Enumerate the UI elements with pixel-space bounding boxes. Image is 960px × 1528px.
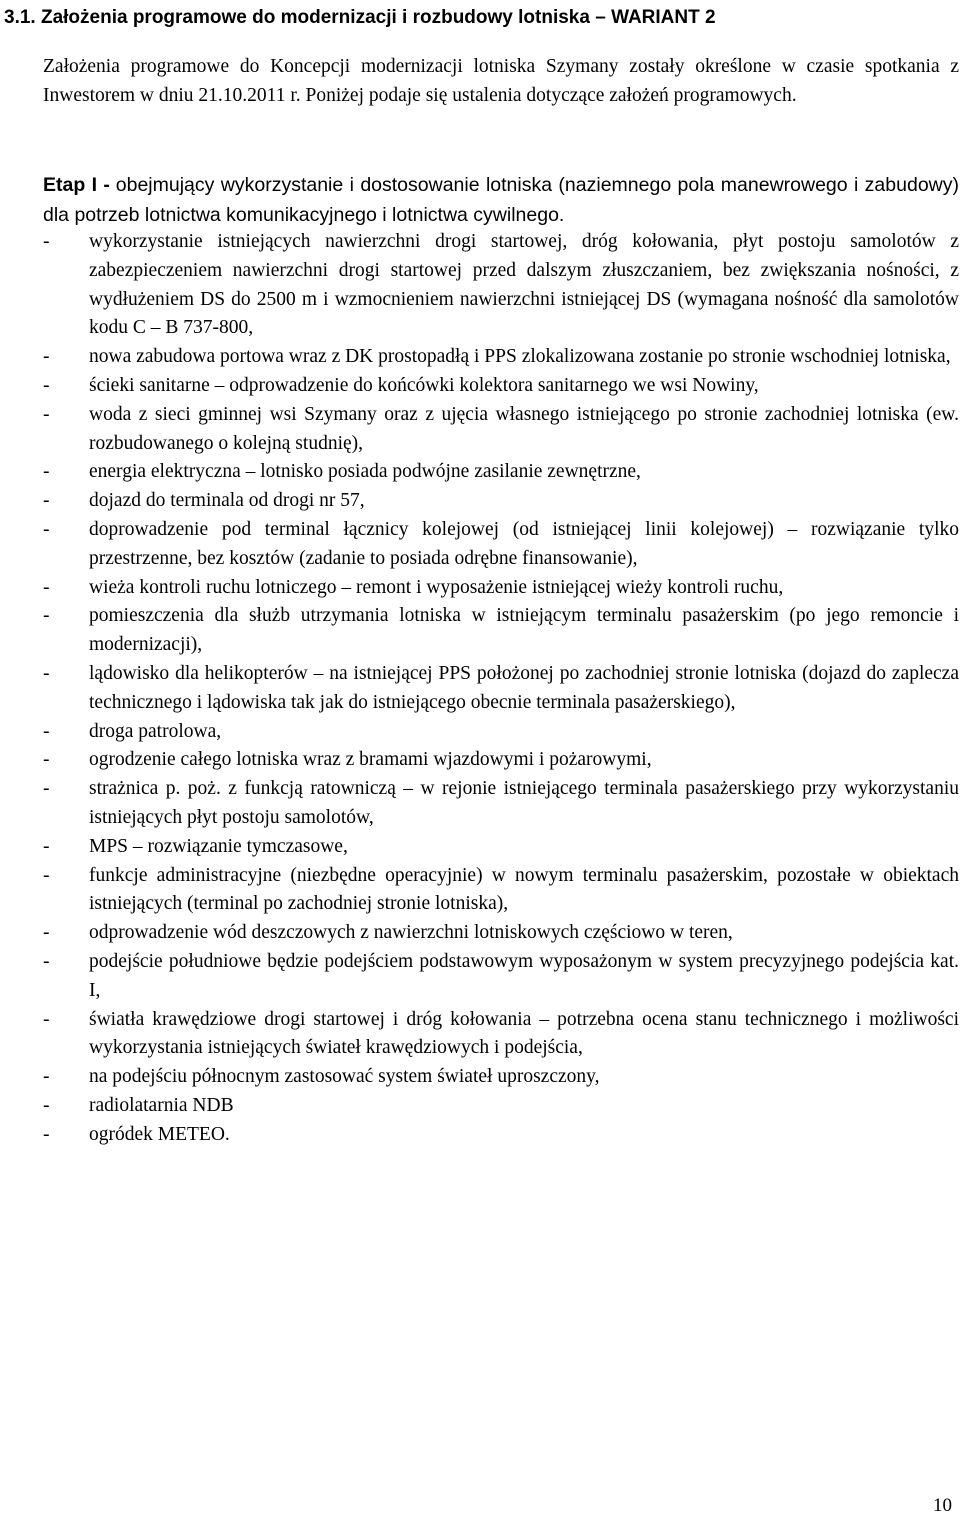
list-item bbox=[43, 1063, 959, 1092]
list-item bbox=[43, 948, 959, 1006]
requirements-list bbox=[43, 228, 959, 1150]
list-item bbox=[43, 574, 959, 603]
list-bullet: - bbox=[43, 518, 50, 540]
list-item bbox=[43, 343, 959, 372]
list-item-text: MPS – rozwiązanie tymczasowe, bbox=[89, 835, 348, 857]
list-bullet: - bbox=[43, 778, 50, 800]
etap-label: Etap I - bbox=[43, 174, 110, 196]
list-item-text: pomieszczenia dla służb utrzymania lotniska w istniejącym terminalu pasażerskim (po jego remoncie i modernizacji), bbox=[89, 605, 959, 656]
list-bullet: - bbox=[43, 490, 50, 512]
list-bullet: - bbox=[43, 835, 50, 857]
list-item bbox=[43, 660, 959, 718]
list-item-text: funkcje administracyjne (niezbędne operacyjnie) w nowym terminalu pasażerskim, pozostałe w obiektach istniejących (terminal po zachodniej stronie lotniska), bbox=[89, 864, 959, 915]
list-item bbox=[43, 862, 959, 920]
list-item-text: doprowadzenie pod terminal łącznicy kolejowej (od istniejącej linii kolejowej) – rozwiązanie tylko przestrzenne, bez kosztów (zadanie to posiada odrębne finansowanie), bbox=[89, 518, 959, 569]
list-item-text: dojazd do terminala od drogi nr 57, bbox=[89, 490, 365, 512]
list-item bbox=[43, 372, 959, 401]
list-bullet: - bbox=[43, 374, 50, 396]
list-item bbox=[43, 516, 959, 574]
list-item-text: ogródek METEO. bbox=[89, 1123, 230, 1145]
list-bullet: - bbox=[43, 231, 50, 252]
list-item bbox=[43, 718, 959, 747]
list-item-text: droga patrolowa, bbox=[89, 720, 222, 742]
intro-paragraph: Założenia programowe do Koncepcji modernizacji lotniska Szymany zostały określone w czasie spotkania z Inwestorem w dniu 21.10.2011 r. Poniżej podaje się ustalenia dotyczące założeń programowych. bbox=[43, 56, 959, 106]
list-item-text: radiolatarnia NDB bbox=[89, 1094, 234, 1116]
list-item bbox=[43, 1121, 959, 1150]
list-item-text: ścieki sanitarne – odprowadzenie do końcówki kolektora sanitarnego we wsi Nowiny, bbox=[89, 374, 759, 396]
list-item bbox=[43, 602, 959, 660]
page-number: 10 bbox=[933, 1495, 952, 1516]
list-bullet: - bbox=[43, 950, 50, 972]
list-bullet: - bbox=[43, 1008, 50, 1030]
list-item-text: wykorzystanie istniejących nawierzchni drogi startowej, dróg kołowania, płyt postoju samolotów z zabezpieczeniem nawierzchni drogi startowej przed dalszym złuszczaniem, bez zwiększania nośności, z wydłużeniem DS do 2500 m i wzmocnieniem nawierzchni istniejącej DS (wymagana nośność dla samolotów kodu C – B 737-800, bbox=[89, 231, 959, 339]
list-bullet: - bbox=[43, 1094, 50, 1116]
list-bullet: - bbox=[43, 922, 50, 944]
etap-text: obejmujący wykorzystanie i dostosowanie lotniska (naziemnego pola manewrowego i zabudowy) dla potrzeb lotnictwa komunikacyjnego i lotnictwa cywilnego. bbox=[43, 174, 959, 226]
list-bullet: - bbox=[43, 749, 50, 771]
list-bullet: - bbox=[43, 662, 50, 684]
list-item-text: strażnica p. poż. z funkcją ratowniczą – w rejonie istniejącego terminala pasażerskiego przy wykorzystaniu istniejących płyt postoju samolotów, bbox=[89, 778, 959, 828]
list-item-text: nowa zabudowa portowa wraz z DK prostopadłą i PPS zlokalizowana zostanie po stronie wschodniej lotniska, bbox=[89, 346, 951, 368]
list-bullet: - bbox=[43, 720, 50, 742]
list-item bbox=[43, 1006, 959, 1064]
list-item-text: lądowisko dla helikopterów – na istniejącej PPS położonej po zachodniej stronie lotniska (dojazd do zaplecza technicznego i lądowiska tak jak do istniejącego obecnie terminala pasażerskiego), bbox=[89, 662, 959, 713]
list-bullet: - bbox=[43, 1123, 50, 1145]
list-item bbox=[43, 458, 959, 487]
list-item bbox=[43, 1092, 959, 1121]
list-item-text: ogrodzenie całego lotniska wraz z bramami wjazdowymi i pożarowymi, bbox=[89, 749, 652, 771]
list-bullet: - bbox=[43, 403, 50, 425]
list-bullet: - bbox=[43, 605, 50, 627]
list-bullet: - bbox=[43, 346, 50, 368]
section-heading: 3.1. Założenia programowe do modernizacji i rozbudowy lotniska – WARIANT 2 bbox=[4, 7, 716, 28]
list-item bbox=[43, 401, 959, 459]
list-item-text: światła krawędziowe drogi startowej i dróg kołowania – potrzebna ocena stanu technicznego i możliwości wykorzystania istniejących świateł krawędziowych i podejścia, bbox=[89, 1008, 959, 1059]
list-item bbox=[43, 919, 959, 948]
list-item-text: woda z sieci gminnej wsi Szymany oraz z ujęcia własnego istniejącego po stronie zachodniej lotniska (ew. rozbudowanego o kolejną studnię), bbox=[89, 403, 959, 454]
list-item bbox=[43, 487, 959, 516]
list-item-text: energia elektryczna – lotnisko posiada podwójne zasilanie zewnętrzne, bbox=[89, 461, 641, 483]
list-item bbox=[43, 228, 959, 343]
list-bullet: - bbox=[43, 1066, 50, 1088]
list-item-text: na podejściu północnym zastosować system świateł uproszczony, bbox=[89, 1066, 600, 1088]
list-item bbox=[43, 746, 959, 775]
list-item bbox=[43, 775, 959, 833]
list-item-text: wieża kontroli ruchu lotniczego – remont i wyposażenie istniejącej wieży kontroli ruchu, bbox=[89, 576, 784, 598]
list-item-text: odprowadzenie wód deszczowych z nawierzchni lotniskowych częściowo w teren, bbox=[89, 922, 733, 944]
list-bullet: - bbox=[43, 864, 50, 886]
list-bullet: - bbox=[43, 576, 50, 598]
list-bullet: - bbox=[43, 461, 50, 483]
list-item bbox=[43, 833, 959, 862]
etap-paragraph bbox=[43, 171, 959, 231]
list-item-text: podejście południowe będzie podejściem podstawowym wyposażonym w system precyzyjnego podejścia kat. I, bbox=[89, 950, 959, 1001]
